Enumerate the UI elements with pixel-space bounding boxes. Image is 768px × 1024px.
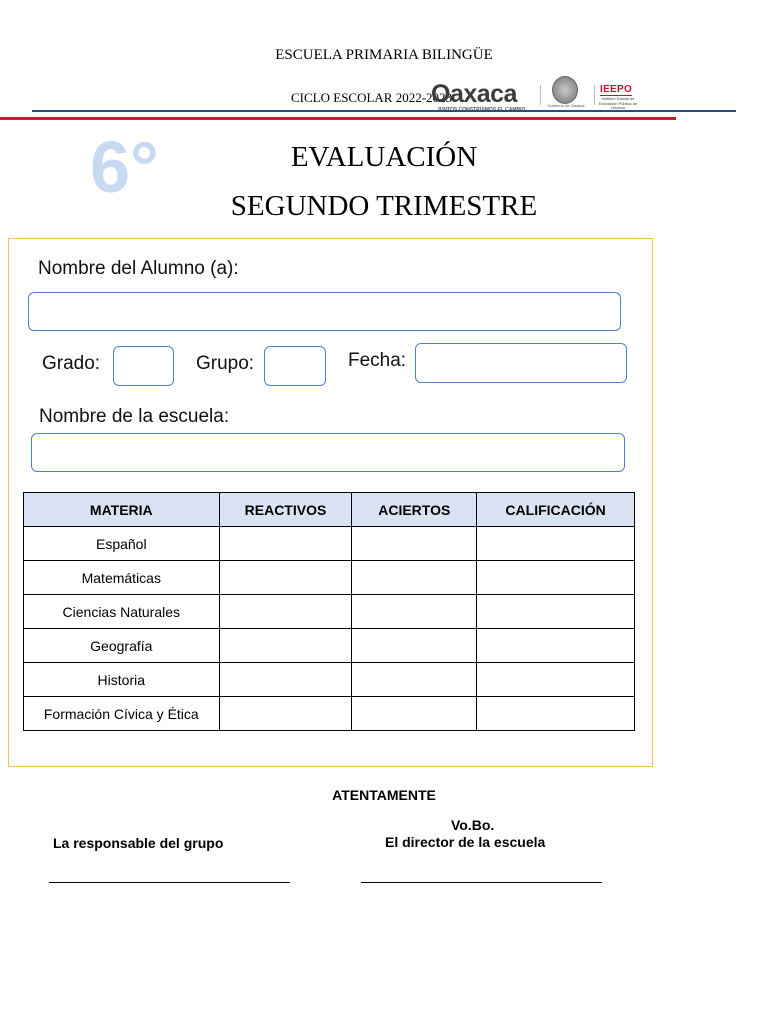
right-signer-label: El director de la escuela bbox=[385, 834, 546, 850]
reactivos-cell[interactable] bbox=[219, 527, 352, 561]
grades-table bbox=[23, 492, 635, 731]
group-field[interactable] bbox=[264, 346, 326, 386]
ieepo-logo-subtitle: Instituto Estatal de Educación Pública de Oaxaca bbox=[598, 96, 638, 110]
exam-title: EVALUACIÓN bbox=[290, 141, 478, 173]
table-row bbox=[24, 629, 635, 663]
calificacion-cell[interactable] bbox=[477, 629, 635, 663]
column-header-subject: MATERIA bbox=[24, 493, 220, 527]
grade-field[interactable] bbox=[113, 346, 174, 386]
student-name-label: Nombre del Alumno (a): bbox=[38, 258, 239, 279]
reactivos-cell[interactable] bbox=[219, 629, 352, 663]
calificacion-cell[interactable] bbox=[477, 595, 635, 629]
table-row bbox=[24, 663, 635, 697]
reactivos-cell[interactable] bbox=[219, 697, 352, 731]
header-rule-blue bbox=[32, 110, 736, 112]
logo-divider bbox=[540, 85, 541, 105]
calificacion-cell[interactable] bbox=[477, 561, 635, 595]
school-name-label: Nombre de la escuela: bbox=[39, 406, 230, 427]
left-signer-label: La responsable del grupo bbox=[53, 835, 224, 851]
school-name-header: ESCUELA PRIMARIA BILINGÜE bbox=[275, 47, 493, 63]
oaxaca-logo-text: Oaxaca bbox=[431, 80, 517, 108]
calificacion-cell[interactable] bbox=[477, 697, 635, 731]
subject-cell: Ciencias Naturales bbox=[24, 595, 220, 629]
calificacion-cell[interactable] bbox=[477, 527, 635, 561]
aciertos-cell[interactable] bbox=[352, 561, 477, 595]
date-label: Fecha: bbox=[348, 350, 407, 371]
seal-caption: Gobierno de Oaxaca bbox=[547, 103, 585, 108]
subject-cell: Geografía bbox=[24, 629, 220, 663]
reactivos-cell[interactable] bbox=[219, 595, 352, 629]
right-signature-line[interactable] bbox=[361, 882, 602, 883]
reactivos-cell[interactable] bbox=[219, 663, 352, 697]
seal-icon bbox=[552, 76, 578, 104]
subject-cell: Historia bbox=[24, 663, 220, 697]
column-header-calificacion: CALIFICACIÓN bbox=[477, 493, 635, 527]
aciertos-cell[interactable] bbox=[352, 629, 477, 663]
government-seal-logo bbox=[544, 76, 588, 110]
ieepo-logo-text: IEEPO bbox=[600, 84, 633, 95]
subject-cell: Español bbox=[24, 527, 220, 561]
school-name-field[interactable] bbox=[31, 433, 625, 472]
logo-divider bbox=[594, 85, 595, 105]
header-rule-red bbox=[0, 117, 676, 120]
closing-text: ATENTAMENTE bbox=[332, 787, 436, 803]
table-row bbox=[24, 595, 635, 629]
student-name-field[interactable] bbox=[28, 292, 621, 331]
aciertos-cell[interactable] bbox=[352, 697, 477, 731]
date-field[interactable] bbox=[415, 343, 627, 383]
school-cycle: CICLO ESCOLAR 2022-2023 bbox=[291, 90, 453, 105]
table-header-row bbox=[24, 493, 635, 527]
aciertos-cell[interactable] bbox=[352, 527, 477, 561]
reactivos-cell[interactable] bbox=[219, 561, 352, 595]
grade-number: 6° bbox=[90, 128, 159, 208]
aciertos-cell[interactable] bbox=[352, 663, 477, 697]
column-header-reactivos: REACTIVOS bbox=[219, 493, 352, 527]
table-row bbox=[24, 697, 635, 731]
grade-label: Grado: bbox=[42, 353, 101, 374]
table-row bbox=[24, 561, 635, 595]
exam-subtitle: SEGUNDO TRIMESTRE bbox=[230, 190, 538, 222]
vobo-label: Vo.Bo. bbox=[451, 817, 495, 833]
subject-cell: Matemáticas bbox=[24, 561, 220, 595]
group-label: Grupo: bbox=[196, 353, 255, 374]
calificacion-cell[interactable] bbox=[477, 663, 635, 697]
aciertos-cell[interactable] bbox=[352, 595, 477, 629]
table-row bbox=[24, 527, 635, 561]
subject-cell: Formación Cívica y Ética bbox=[24, 697, 220, 731]
column-header-aciertos: ACIERTOS bbox=[352, 493, 477, 527]
ieepo-logo bbox=[596, 84, 640, 112]
left-signature-line[interactable] bbox=[49, 882, 290, 883]
